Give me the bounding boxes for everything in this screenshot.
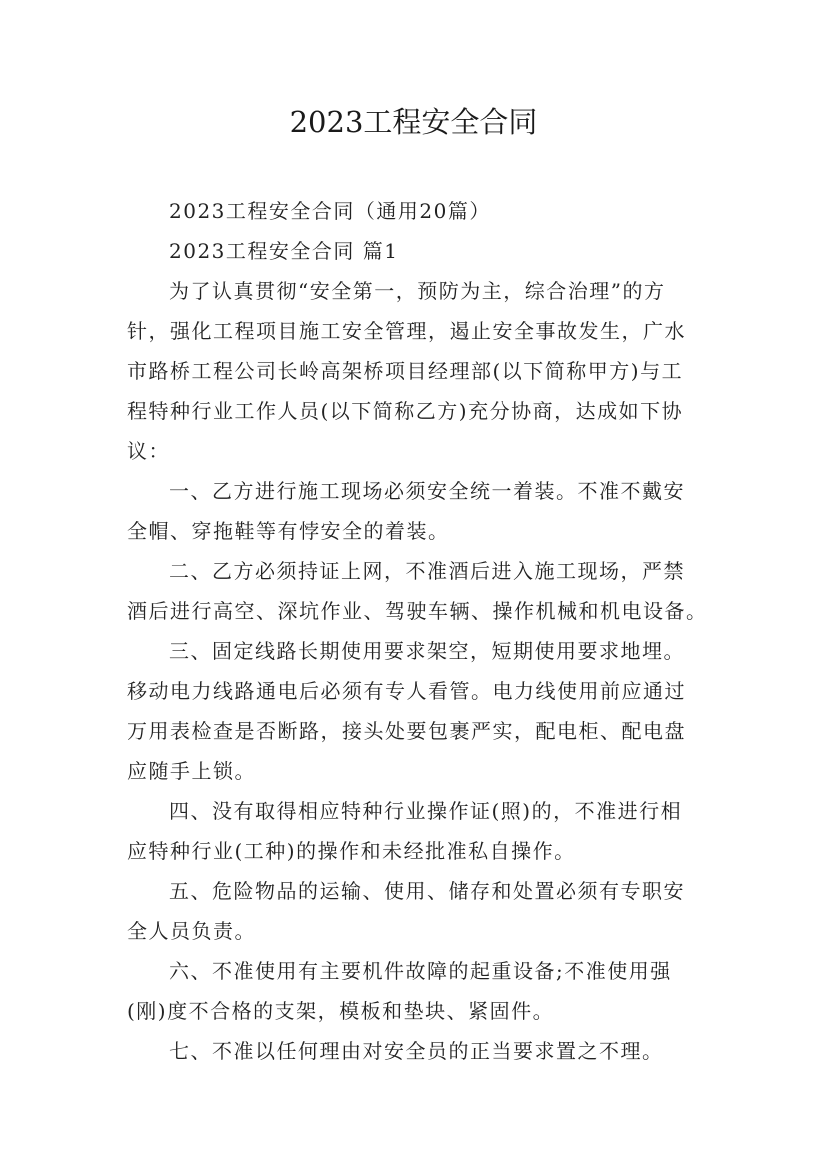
paragraph-line: 三、固定线路长期使用要求架空，短期使用要求地埋。 xyxy=(169,639,685,663)
paragraph-line: 七、不准以任何理由对安全员的正当要求置之不理。 xyxy=(169,1039,664,1063)
paragraph-line: 六、不准使用有主要机件故障的起重设备;不准使用强 xyxy=(169,959,672,983)
paragraph-line: 全帽、穿拖鞋等有悖安全的着装。 xyxy=(127,519,450,543)
paragraph-line: 五、危险物品的运输、使用、储存和处置必须有专职安 xyxy=(169,879,685,903)
document-title: 2023工程安全合同 xyxy=(289,105,538,139)
paragraph-line: (刚)度不合格的支架，模板和垫块、紧固件。 xyxy=(127,999,555,1023)
paragraph-line: 议： xyxy=(127,439,170,463)
paragraph-line: 移动电力线路通电后必须有专人看管。电力线使用前应通过 xyxy=(127,679,686,703)
paragraph-line: 四、没有取得相应特种行业操作证(照)的，不准进行相 xyxy=(169,799,683,823)
paragraph-clause-2 xyxy=(127,551,707,631)
paragraph-clause-1 xyxy=(127,471,707,551)
paragraph-clause-6 xyxy=(127,951,707,1031)
paragraph-clause-5 xyxy=(127,871,707,951)
paragraph-line: 二、乙方必须持证上网，不准酒后进入施工现场，严禁 xyxy=(169,559,685,583)
paragraph-line: 市路桥工程公司长岭高架桥项目经理部(以下简称甲方)与工 xyxy=(127,359,684,383)
paragraph-line: 全人员负责。 xyxy=(127,919,256,943)
paragraph-clause-7 xyxy=(127,1031,707,1071)
document-subtitle: 2023工程安全合同（通用20篇） xyxy=(169,199,491,223)
paragraph-line: 万用表检查是否断路，接头处要包裹严实，配电柜、配电盘 xyxy=(127,719,686,743)
section-heading: 2023工程安全合同 篇1 xyxy=(169,239,399,263)
paragraph-line: 应随手上锁。 xyxy=(127,759,256,783)
paragraph-line: 酒后进行高空、深坑作业、驾驶车辆、操作机械和机电设备。 xyxy=(127,599,708,623)
paragraph-intro xyxy=(127,271,707,471)
document-body xyxy=(127,191,707,1071)
paragraph-line: 应特种行业(工种)的操作和未经批准私自操作。 xyxy=(127,839,576,863)
paragraph-clause-3 xyxy=(127,631,707,791)
paragraph-line: 一、乙方进行施工现场必须安全统一着装。不准不戴安 xyxy=(169,479,685,503)
paragraph-line: 程特种行业工作人员(以下简称乙方)充分协商，达成如下协 xyxy=(127,399,684,423)
paragraph-line: 为了认真贯彻“安全第一，预防为主，综合治理”的方 xyxy=(169,279,666,303)
paragraph-clause-4 xyxy=(127,791,707,871)
paragraph-line: 针，强化工程项目施工安全管理，遏止安全事故发生，广水 xyxy=(127,319,686,343)
